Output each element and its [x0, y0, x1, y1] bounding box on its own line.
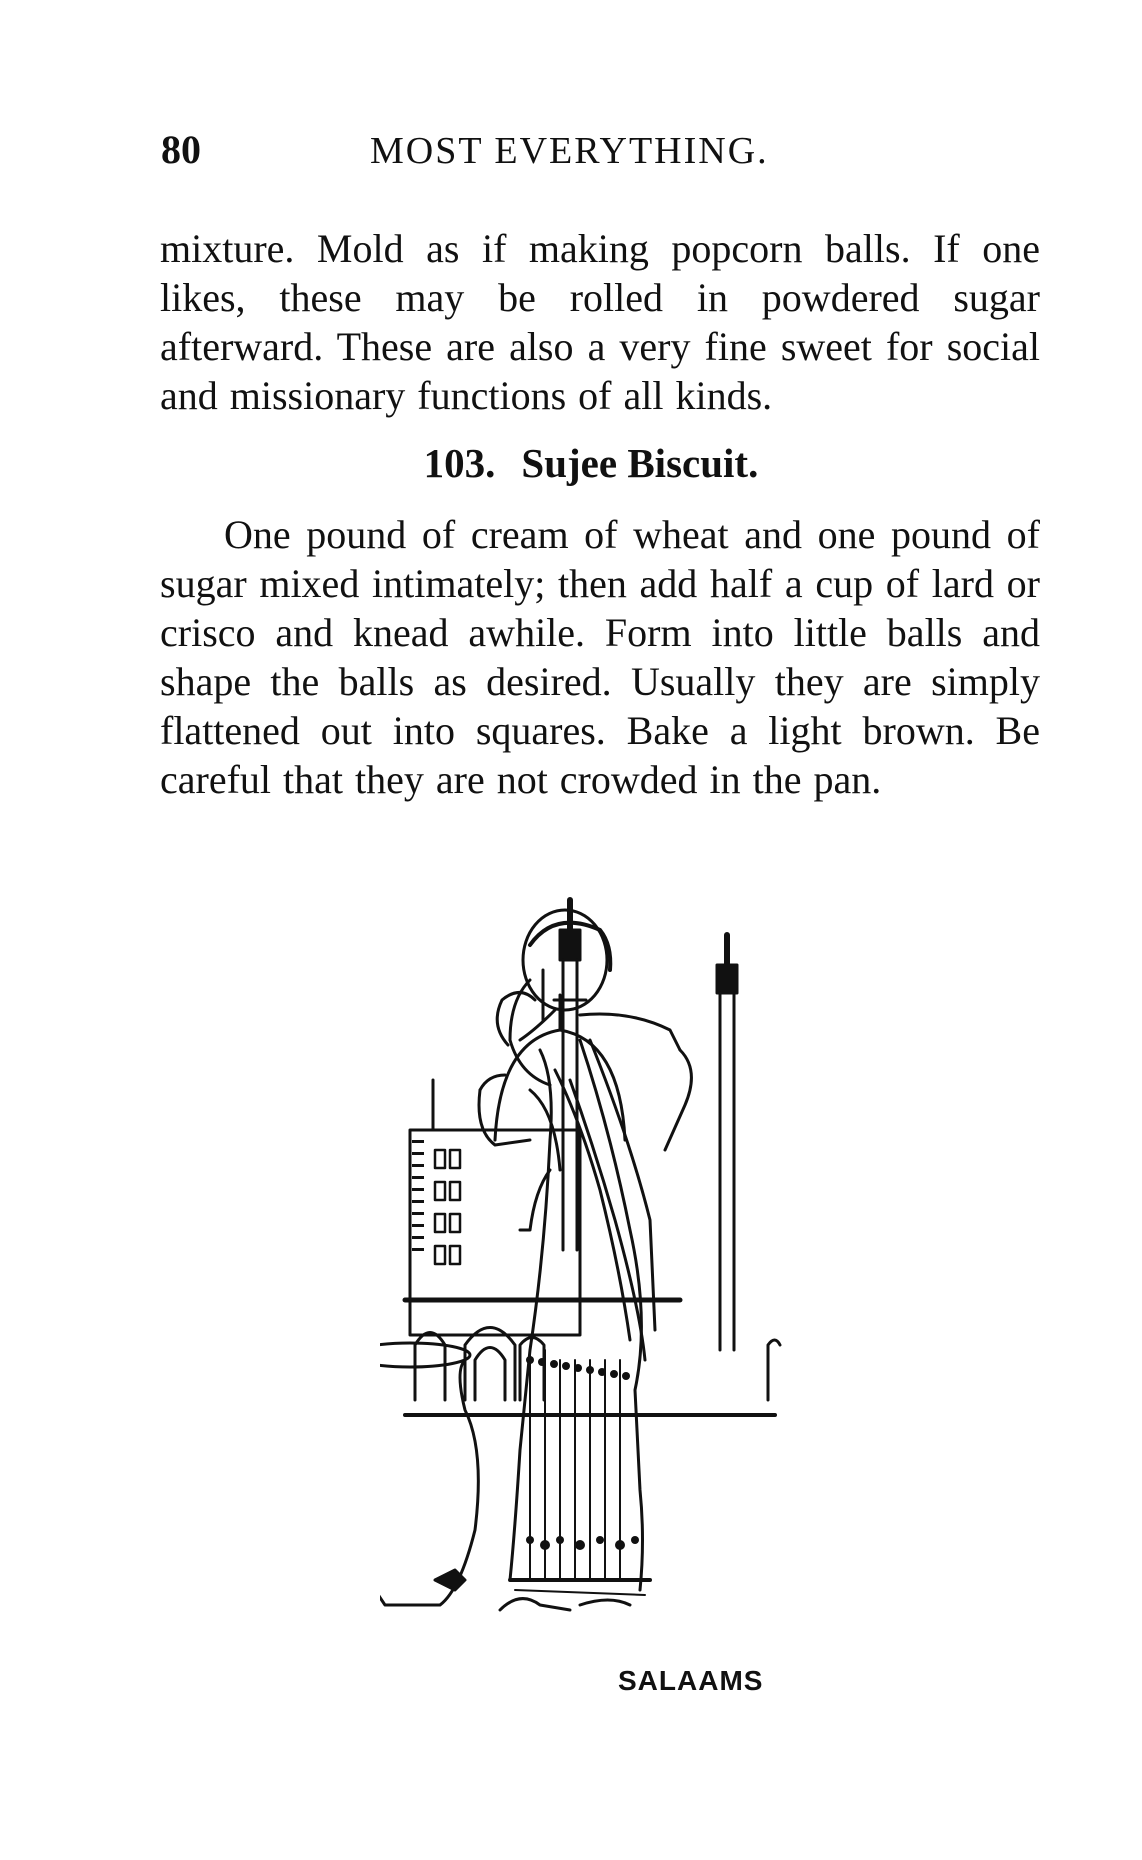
page-number: 80: [161, 127, 201, 172]
recipe-number: 103.: [423, 440, 496, 486]
recipe-title: Sujee Biscuit.: [521, 440, 759, 486]
illustration-caption: SALAAMS: [618, 1665, 764, 1696]
recipe-text: One pound of cream of wheat and one pound of sugar mixed intimately; then add half a cup of lard or crisco and knead awhile. Form into little balls and shape the balls as desired. Usually they are simply flattened out into squares. Bake a light brown. Be careful that they are not crowded in the pan.: [160, 512, 1040, 802]
minaret-right: [717, 935, 737, 1350]
running-head: MOST EVERYTHING.: [370, 130, 769, 172]
recipe-heading: [0, 440, 1142, 486]
continuation-paragraph: mixture. Mold as if making popcorn balls. If one likes, these may be rolled in powdered sugar afterward. These are also a very fine sweet for social and missionary functions of all kinds.: [160, 226, 1040, 418]
woman-figure: [479, 910, 691, 1610]
salaams-illustration: [380, 890, 820, 1730]
